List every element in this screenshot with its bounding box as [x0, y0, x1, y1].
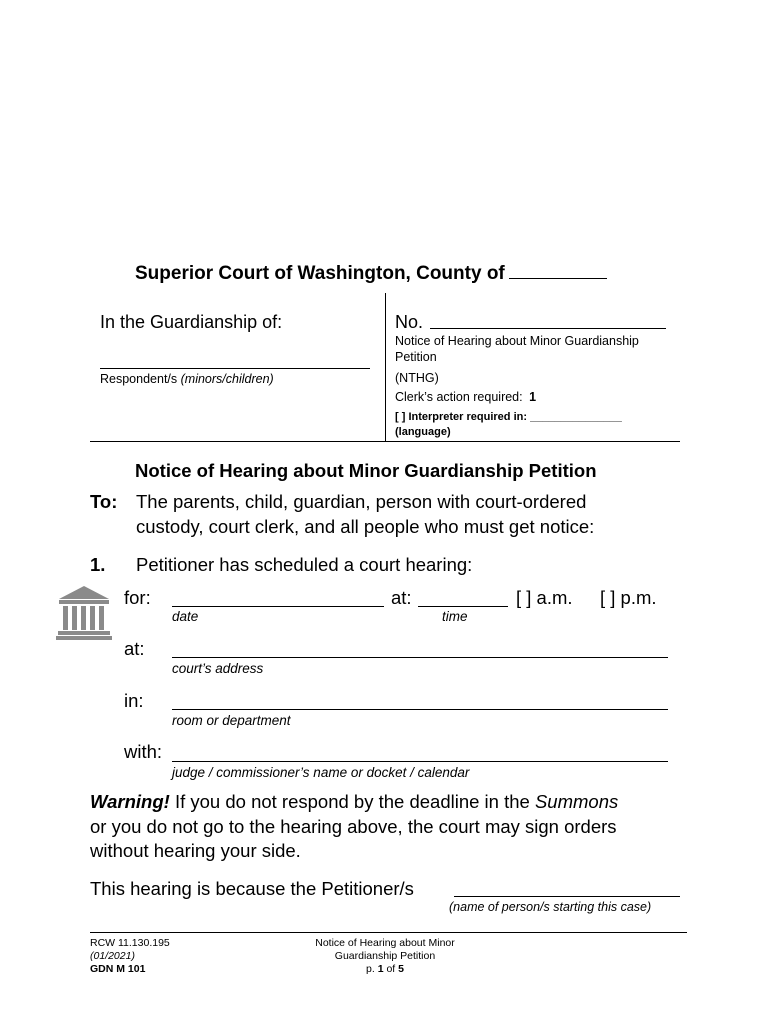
clerk-action-label: Clerk’s action required:: [395, 390, 523, 404]
footer-rule: [90, 932, 687, 933]
to-label: To:: [90, 491, 118, 512]
caption-bottom-rule: [90, 441, 680, 442]
judge-caption: judge / commissioner’s name or docket / calendar: [172, 765, 470, 780]
judge-line[interactable]: [172, 761, 668, 762]
at-label: at:: [124, 638, 145, 659]
footer-title-line2: Guardianship Petition: [334, 950, 436, 962]
respondent-name-line[interactable]: [100, 368, 370, 369]
footer-title-line1: Notice of Hearing about Minor: [315, 937, 455, 949]
footer-form-id: GDN M 101: [90, 963, 146, 975]
section-text: Petitioner has scheduled a court hearing:: [136, 554, 473, 575]
respondent-prefix: Respondent/s: [100, 372, 178, 386]
court-title: [135, 262, 607, 285]
petitioner-caption: (name of person/s starting this case): [449, 900, 652, 914]
room-line[interactable]: [172, 709, 668, 710]
am-option[interactable]: [ ] a.m.: [516, 587, 573, 608]
caption-divider: [385, 293, 386, 442]
date-line[interactable]: [172, 606, 384, 607]
date-caption: date: [172, 609, 199, 624]
court-title-text: Superior Court of Washington, County of: [135, 263, 505, 284]
at-time-label: at:: [391, 587, 412, 608]
clerk-action: [395, 389, 536, 405]
to-line2: custody, court clerk, and all people who must get notice:: [136, 516, 595, 537]
case-no-line[interactable]: [430, 328, 666, 329]
with-label: with:: [124, 741, 163, 762]
case-no-label: No.: [395, 312, 424, 332]
warning-summons: Summons: [534, 791, 619, 812]
language-line: (language): [395, 426, 451, 438]
warning-line1: [90, 789, 618, 814]
county-blank[interactable]: [509, 262, 607, 279]
clerk-action-value: 1: [529, 390, 537, 404]
warning-line3: without hearing your side.: [90, 840, 301, 861]
courthouse-icon: [55, 584, 113, 642]
in-label: in:: [124, 690, 144, 711]
reason-text: This hearing is because the Petitioner/s: [90, 878, 414, 899]
page-total: 5: [398, 963, 404, 975]
page-of: of: [386, 963, 396, 975]
footer-date: (01/2021): [90, 950, 135, 962]
for-label: for:: [124, 587, 151, 608]
doc-title-line2: Petition: [395, 350, 437, 364]
doc-code: (NTHG): [395, 371, 439, 385]
address-caption: court’s address: [172, 661, 264, 676]
respondent-suffix: (minors/children): [180, 372, 274, 386]
respondent-label: [100, 371, 274, 387]
footer-page-number: [285, 963, 485, 976]
interpreter-line[interactable]: [ ] Interpreter required in: _______________: [395, 411, 622, 423]
time-caption: time: [442, 609, 468, 624]
time-line[interactable]: [418, 606, 508, 607]
notice-heading: Notice of Hearing about Minor Guardianship Petition: [135, 460, 597, 481]
doc-title-line1: Notice of Hearing about Minor Guardianship: [395, 334, 639, 348]
warning-text: If you do not respond by the deadline in the: [169, 791, 535, 812]
room-caption: room or department: [172, 713, 291, 728]
page-current: 1: [377, 963, 384, 975]
petitioner-name-line[interactable]: [454, 896, 680, 897]
warning-line2: or you do not go to the hearing above, the court may sign orders: [90, 816, 617, 837]
page-prefix: p.: [366, 963, 375, 975]
to-line1: The parents, child, guardian, person with court-ordered: [136, 491, 587, 512]
address-line[interactable]: [172, 657, 668, 658]
warning-bold: Warning!: [90, 791, 170, 812]
footer-rcw: RCW 11.130.195: [90, 937, 170, 949]
pm-option[interactable]: [ ] p.m.: [600, 587, 657, 608]
section-number: 1.: [90, 554, 106, 575]
guardianship-label: In the Guardianship of:: [100, 312, 283, 332]
